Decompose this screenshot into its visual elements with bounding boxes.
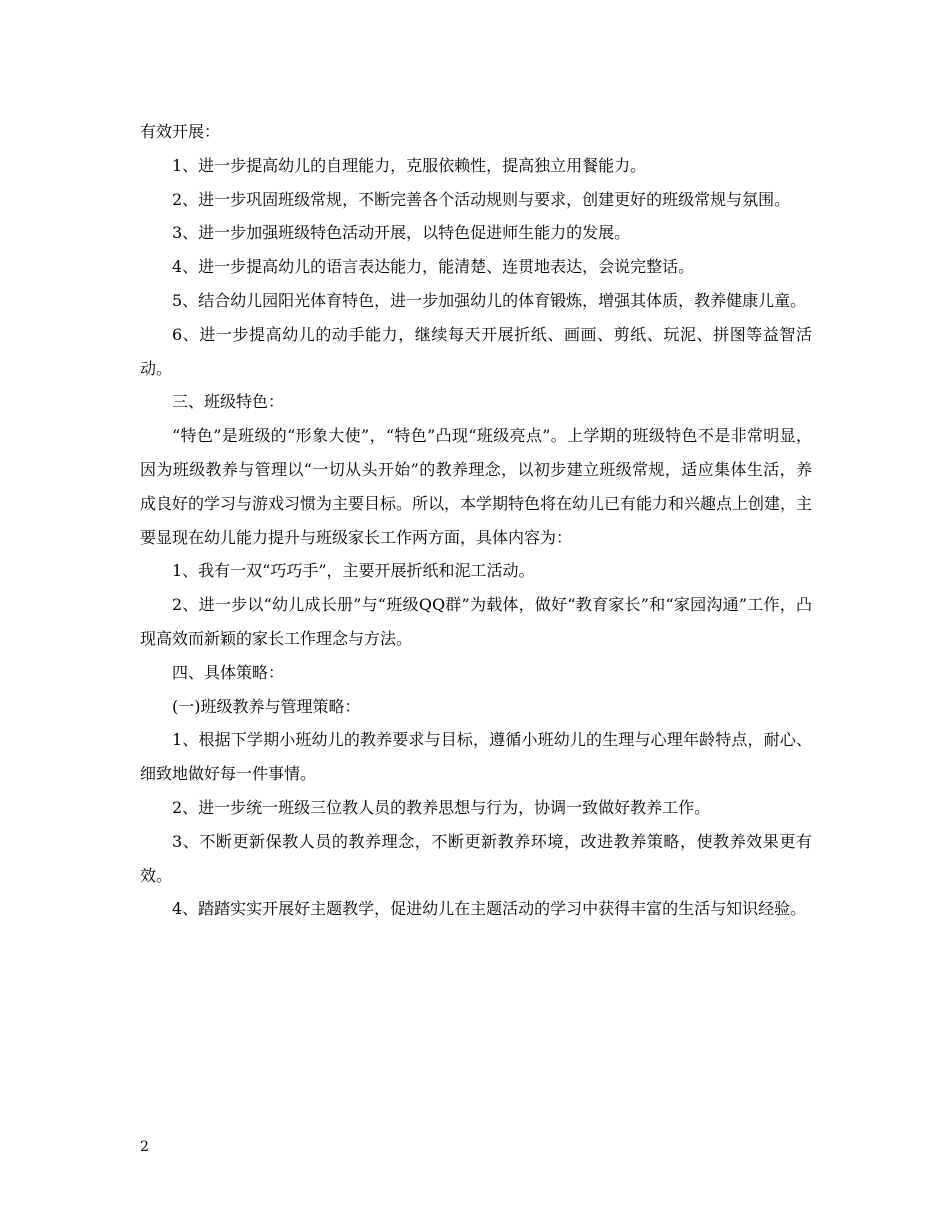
paragraph-strategy-4: 4、踏踏实实开展好主题教学，促进幼儿在主题活动的学习中获得丰富的生活与知识经验。 <box>172 899 807 919</box>
section-heading-class-features: 三、班级特色： <box>172 392 285 412</box>
paragraph-feature-2: 2、进一步以“幼儿成长册”与“班级QQ群”为载体，做好“教育家长”和“家园沟通”工作，凸现高效而新颖的家长工作理念与方法。 <box>140 595 812 648</box>
paragraph-goal-1: 1、进一步提高幼儿的自理能力，克服依赖性，提高独立用餐能力。 <box>172 155 647 175</box>
section-heading-strategies: 四、具体策略： <box>172 662 285 682</box>
paragraph-strategy-3: 3、不断更新保教人员的教养理念，不断更新教养环境，改进教养策略，使教养效果更有效。 <box>140 831 812 885</box>
paragraph-goal-4: 4、进一步提高幼儿的语言表达能力，能清楚、连贯地表达，会说完整话。 <box>172 257 695 277</box>
page-number: 2 <box>140 1139 149 1155</box>
paragraph-features-intro: “特色”是班级的“形象大使”，“特色”凸现“班级亮点”。上学期的班级特色不是非常明显，因为班级教养与管理以“一切从头开始”的教养理念，以初步建立班级常规，适应集体生活，养成良好的学习与游戏习惯为主要目标。所以，本学期特色将在幼儿已有能力和兴趣点上创建，主要显现在幼儿能力提升与班级家长工作两方面，具体内容为： <box>140 426 813 547</box>
paragraph-goal-2: 2、进一步巩固班级常规，不断完善各个活动规则与要求，创建更好的班级常规与氛围。 <box>172 189 791 209</box>
paragraph-feature-1: 1、我有一双“巧巧手”，主要开展折纸和泥工活动。 <box>172 561 535 581</box>
paragraph-goal-3: 3、进一步加强班级特色活动开展，以特色促进师生能力的发展。 <box>172 223 631 243</box>
paragraph-goal-5: 5、结合幼儿园阳光体育特色，进一步加强幼儿的体育锻炼，增强其体质，教养健康儿童。 <box>172 290 807 310</box>
paragraph-continuation: 有效开展： <box>140 122 221 141</box>
document-body <box>140 115 812 926</box>
paragraph-strategy-2: 2、进一步统一班级三位教人员的教养思想与行为，协调一致做好教养工作。 <box>172 797 711 817</box>
paragraph-goal-6: 6、进一步提高幼儿的动手能力，继续每天开展折纸、画画、剪纸、玩泥、拼图等益智活动。 <box>140 324 812 378</box>
subsection-heading-management: (一)班级教养与管理策略： <box>172 696 361 716</box>
paragraph-strategy-1: 1、根据下学期小班幼儿的教养要求与目标，遵循小班幼儿的生理与心理年龄特点，耐心、细致地做好每一件事情。 <box>140 730 812 784</box>
